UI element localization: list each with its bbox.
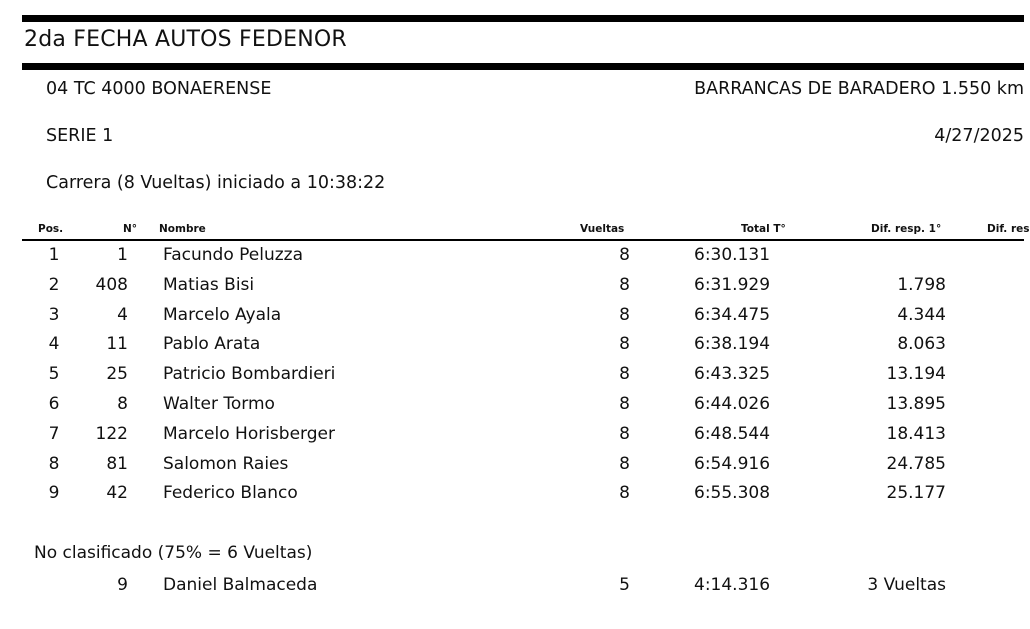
driver-name-cell: Walter Tormo [163,393,275,414]
gap-to-leader-cell: 4.344 [897,304,946,325]
laps-cell: 8 [619,245,630,265]
car-number-cell: 408 [95,274,128,295]
position-cell: 6 [48,393,60,414]
laps-cell: 8 [619,364,630,385]
position-cell: 5 [48,364,60,385]
position-cell: 9 [48,483,60,504]
driver-name-cell: Matias Bisi [163,274,255,295]
car-number-cell: 42 [106,483,128,504]
laps-cell: 8 [619,453,630,474]
driver-name-cell: Marcelo Ayala [163,304,282,325]
title-rule [22,63,1024,70]
not-classified-row [0,571,1024,601]
total-time-cell: 6:30.131 [694,245,771,265]
date-label: 4/27/2025 [934,126,1024,146]
column-header-laps: Vueltas [580,223,625,235]
position-cell: 2 [48,274,60,295]
table-row [0,479,1024,509]
total-time-cell: 6:31.929 [694,274,771,295]
car-number-cell: 1 [117,245,128,265]
car-number-cell: 8 [117,393,128,414]
total-time-cell: 6:38.194 [694,334,771,355]
position-cell: 7 [48,423,60,444]
driver-name-cell: Daniel Balmaceda [163,575,318,595]
column-header-pos: Pos. [38,223,64,235]
not-classified-title: No clasificado (75% = 6 Vueltas) [34,543,313,563]
top-rule [22,15,1024,22]
laps-cell: 8 [619,304,630,325]
column-header-num: N° [123,223,138,235]
table-row [0,330,1024,360]
car-number-cell: 25 [106,364,128,385]
circuit-label: BARRANCAS DE BARADERO 1.550 km [694,79,1024,99]
gap-to-leader-cell: 25.177 [886,483,946,504]
gap-to-leader-cell: 13.895 [886,393,946,414]
laps-cell: 8 [619,483,630,504]
total-time-cell: 6:44.026 [694,393,771,414]
driver-name-cell: Federico Blanco [163,483,298,504]
gap-to-leader-cell: 13.194 [886,364,946,385]
table-row [0,241,1024,271]
table-row [0,360,1024,390]
results-table [0,241,1024,509]
total-time-cell: 6:43.325 [694,364,771,385]
laps-cell: 8 [619,274,630,295]
table-row [0,450,1024,480]
total-time-cell: 4:14.316 [694,575,771,595]
driver-name-cell: Facundo Peluzza [163,245,303,265]
table-row [0,271,1024,301]
column-header-total: Total T° [741,223,786,235]
gap-to-leader-cell: 3 Vueltas [867,575,946,595]
gap-to-leader-cell: 18.413 [886,423,946,444]
car-number-cell: 81 [106,453,128,474]
driver-name-cell: Salomon Raies [163,453,289,474]
category-label: 04 TC 4000 BONAERENSE [46,79,272,99]
total-time-cell: 6:34.475 [694,304,771,325]
laps-cell: 5 [619,575,630,595]
column-header-diff-first: Dif. resp. 1° [871,223,942,235]
column-header-diff-prev: Dif. res [987,223,1030,235]
table-row [0,420,1024,450]
position-cell: 8 [48,453,60,474]
laps-cell: 8 [619,423,630,444]
total-time-cell: 6:48.544 [694,423,771,444]
gap-to-leader-cell: 24.785 [886,453,946,474]
position-cell: 4 [48,334,60,355]
gap-to-leader-cell: 8.063 [897,334,946,355]
table-row [0,301,1024,331]
driver-name-cell: Patricio Bombardieri [163,364,336,385]
event-title: 2da FECHA AUTOS FEDENOR [24,27,347,52]
position-cell: 3 [48,304,60,325]
driver-name-cell: Marcelo Horisberger [163,423,335,444]
laps-cell: 8 [619,393,630,414]
position-cell: 1 [48,245,60,265]
table-row [0,390,1024,420]
column-header-name: Nombre [159,223,206,235]
race-info: Carrera (8 Vueltas) iniciado a 10:38:22 [46,173,386,193]
driver-name-cell: Pablo Arata [163,334,261,355]
total-time-cell: 6:54.916 [694,453,771,474]
car-number-cell: 4 [117,304,128,325]
car-number-cell: 122 [95,423,128,444]
session-label: SERIE 1 [46,126,114,146]
car-number-cell: 9 [117,575,128,595]
car-number-cell: 11 [106,334,128,355]
laps-cell: 8 [619,334,630,355]
gap-to-leader-cell: 1.798 [897,274,946,295]
total-time-cell: 6:55.308 [694,483,771,504]
